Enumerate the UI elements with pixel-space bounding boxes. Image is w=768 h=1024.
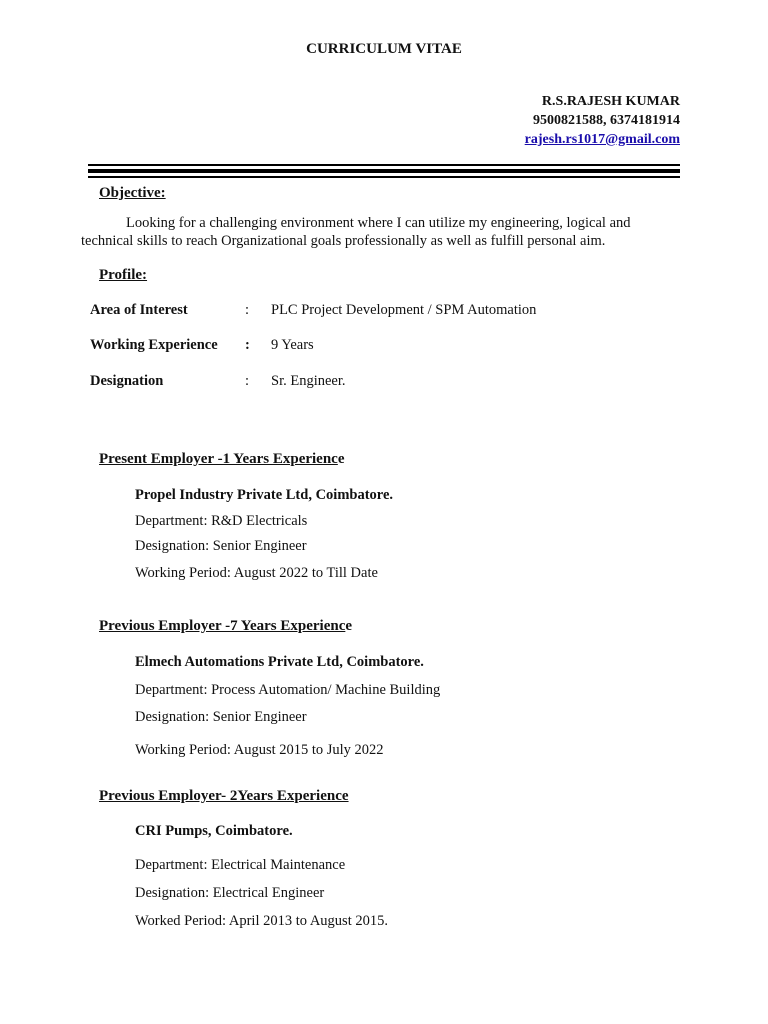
objective-paragraph [81,214,681,250]
candidate-name: R.S.RAJESH KUMAR [541,94,680,109]
profile-colon: : [245,302,250,318]
employer-heading [99,618,352,635]
email-link-text[interactable]: rajesh.rs1017@gmail.com [524,132,680,147]
profile-value-designation: Sr. Engineer. [271,373,346,389]
employer-period: Working Period: August 2015 to July 2022 [135,742,384,758]
employer-department: Department: R&D Electricals [135,513,308,529]
document-title: CURRICULUM VITAE [306,41,462,57]
employer-heading [99,451,345,468]
candidate-phones: 9500821588, 6374181914 [533,113,680,128]
employer-department: Department: Process Automation/ Machine Building [135,682,441,698]
profile-label-area-of-interest: Area of Interest [90,302,188,318]
employer-period: Working Period: August 2022 to Till Date [135,565,378,581]
employer-heading-text: Present Employer -1 Years Experienc [99,451,338,467]
employer-heading-tail: e [345,618,353,634]
profile-heading: Profile: [99,267,148,283]
employer-department: Department: Electrical Maintenance [135,857,346,873]
divider-line-top [88,164,680,166]
employer-designation: Designation: Senior Engineer [135,538,307,554]
profile-value-working-experience: 9 Years [271,337,314,353]
employer-heading [99,788,349,805]
employer-designation: Designation: Electrical Engineer [135,885,325,901]
employer-heading-tail: e [337,451,345,467]
profile-value-area-of-interest: PLC Project Development / SPM Automation [271,302,537,318]
divider-line-middle [88,169,680,173]
employer-company: Propel Industry Private Ltd, Coimbatore. [135,487,394,503]
profile-label-working-experience: Working Experience [90,337,218,353]
employer-designation: Designation: Senior Engineer [135,709,307,725]
objective-text: Looking for a challenging environment where I can utilize my engineering, logical and technical skills to reach Organizational goals professionally as well as fulfill personal aim. [81,215,631,249]
profile-colon: : [245,373,250,389]
employer-period: Worked Period: April 2013 to August 2015. [135,913,388,929]
employer-heading-text: Previous Employer -7 Years Experienc [99,618,346,634]
objective-heading: Objective: [99,185,166,201]
profile-colon: : [245,337,250,353]
employer-heading-text: Previous Employer- 2Years Experience [99,788,349,804]
employer-company: CRI Pumps, Coimbatore. [135,823,293,839]
candidate-email-link[interactable] [525,132,680,148]
profile-label-designation: Designation [90,373,164,389]
divider-line-bottom [88,176,680,178]
employer-company: Elmech Automations Private Ltd, Coimbatore. [135,654,424,670]
